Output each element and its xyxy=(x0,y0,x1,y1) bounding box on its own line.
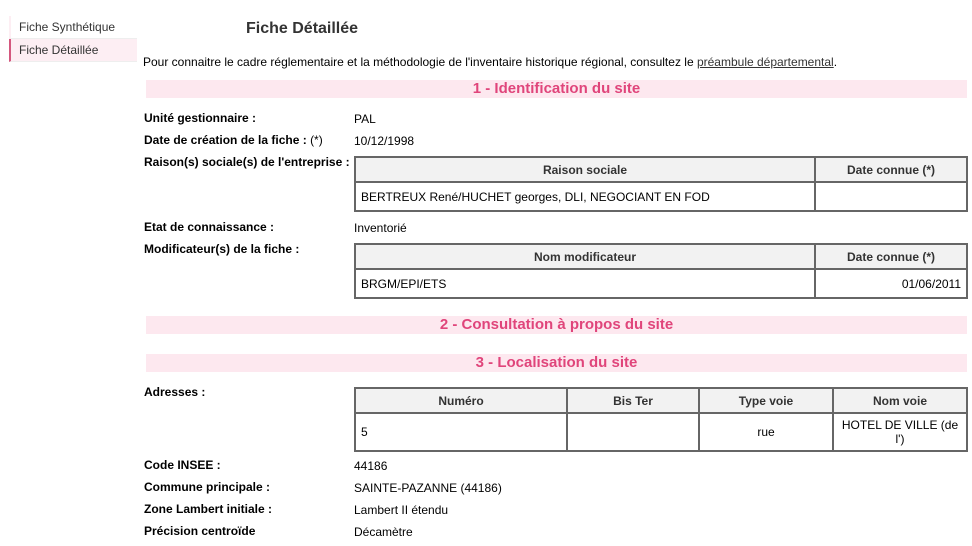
raison-sociale-cell: BERTREUX René/HUCHET georges, DLI, NEGOCIANT EN FOD xyxy=(355,182,815,211)
date-modification-cell: 01/06/2011 xyxy=(815,269,967,298)
intro-end: . xyxy=(833,55,838,69)
date-creation-label-text: Date de création de la fiche : xyxy=(144,133,307,147)
nom-voie-header: Nom voie xyxy=(833,388,967,413)
nom-modificateur-cell: BRGM/EPI/ETS xyxy=(355,269,815,298)
table-row xyxy=(355,413,967,451)
modificateur-table xyxy=(354,243,968,299)
page-title: Fiche Détaillée xyxy=(246,20,359,37)
adresses-label: Adresses : xyxy=(144,385,206,399)
zone-lambert-value: Lambert II étendu xyxy=(354,503,449,517)
date-connue-header: Date connue (*) xyxy=(815,157,967,182)
table-row xyxy=(355,269,967,298)
commune-value: SAINTE-PAZANNE (44186) xyxy=(354,481,502,495)
numero-cell: 5 xyxy=(355,413,567,451)
etat-connaissance-value: Inventorié xyxy=(354,221,407,235)
preambule-link[interactable]: préambule départemental xyxy=(696,55,834,69)
raison-sociale-header: Raison sociale xyxy=(355,157,815,182)
date-creation-note: (*) xyxy=(310,133,323,147)
type-voie-cell: rue xyxy=(699,413,833,451)
code-insee-label: Code INSEE : xyxy=(144,458,221,472)
adresses-table xyxy=(354,387,968,452)
nom-voie-cell: HOTEL DE VILLE (de l') xyxy=(833,413,967,451)
unite-label: Unité gestionnaire : xyxy=(144,111,257,125)
raison-sociale-label: Raison(s) sociale(s) de l'entreprise : xyxy=(144,155,350,169)
nom-modificateur-header: Nom modificateur xyxy=(355,244,815,269)
section-header-consultation: 2 - Consultation à propos du site xyxy=(146,316,967,334)
commune-label: Commune principale : xyxy=(144,480,271,494)
zone-lambert-label: Zone Lambert initiale : xyxy=(144,502,273,516)
unite-value: PAL xyxy=(354,112,376,126)
intro-sentence: Pour connaitre le cadre réglementaire et la méthodologie de l'inventaire historique régional, consultez le xyxy=(143,55,697,69)
code-insee-value: 44186 xyxy=(354,459,388,473)
sidebar-item-fiche-detaillee[interactable]: Fiche Détaillée xyxy=(9,39,137,62)
type-voie-header: Type voie xyxy=(699,388,833,413)
date-creation-value: 10/12/1998 xyxy=(354,134,415,148)
intro-text xyxy=(143,55,837,69)
date-creation-label xyxy=(144,133,323,147)
table-row xyxy=(355,182,967,211)
date-connue-cell xyxy=(815,182,967,211)
bis-ter-cell xyxy=(567,413,699,451)
bis-ter-header: Bis Ter xyxy=(567,388,699,413)
sidebar-item-fiche-synthetique[interactable]: Fiche Synthétique xyxy=(9,16,137,39)
modificateur-label: Modificateur(s) de la fiche : xyxy=(144,242,300,256)
precision-centroide-label: Précision centroïde xyxy=(144,524,256,538)
raison-sociale-table xyxy=(354,156,968,212)
section-header-localisation: 3 - Localisation du site xyxy=(146,354,967,372)
sidebar-nav xyxy=(9,16,137,62)
numero-header: Numéro xyxy=(355,388,567,413)
section-header-identification: 1 - Identification du site xyxy=(146,80,967,98)
date-connue-header: Date connue (*) xyxy=(815,244,967,269)
etat-connaissance-label: Etat de connaissance : xyxy=(144,220,275,234)
precision-centroide-value: Décamètre xyxy=(354,525,413,539)
